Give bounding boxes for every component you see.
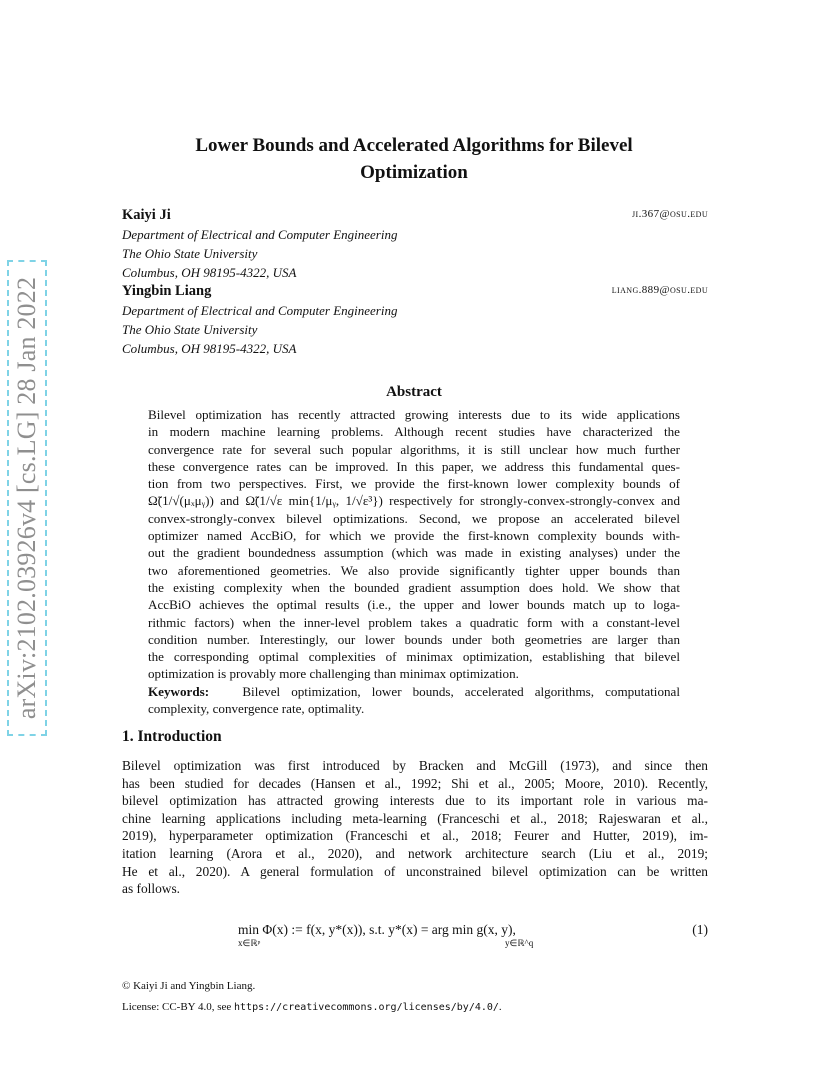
abstract-line: tion from two perspectives. First, we provide the first-known lower complexity bounds of [148,476,680,492]
abstract-line: optimization is provably more challenging than minimax optimization. [148,666,519,682]
license-suffix: . [498,1001,502,1013]
abstract-line: the corresponding optimal complexities of minimax optimization, establishing that bilevel [148,649,680,665]
abstract-line: Ω̃(1/√(μₓμᵧ)) and Ω̃(1/√ε min{1/μᵧ, 1/√ε³}) respectively for strongly-convex-strongly-convex and [148,493,680,509]
paragraph-line: 2019), hyperparameter optimization (Franceschi et al., 2018; Feurer and Hutter, 2019), im- [122,828,708,844]
arxiv-stamp-text: arXiv:2102.03926v4 [cs.LG] 28 Jan 2022 [12,276,41,720]
keywords-line [148,683,680,700]
paragraph-line: as follows. [122,881,181,897]
license-link[interactable]: https://creativecommons.org/licenses/by/4.0/ [234,1002,499,1013]
paragraph-line: He et al., 2020). A general formulation of unconstrained bilevel optimization can be written [122,863,708,879]
section-heading: 1. Introduction [122,728,222,745]
author-block [122,206,708,282]
affiliation-line: Department of Electrical and Computer Engineering [122,227,398,242]
paragraph-line: Bilevel optimization was first introduced by Bracken and McGill (1973), and since then [122,758,708,773]
abstract-line: condition number. Interestingly, our lower bounds under both geometries are larger than [148,631,680,647]
paragraph-line: bilevel optimization has attracted growing interests due to its important role in various ma- [122,793,708,809]
author-name: Kaiyi Ji [122,207,171,223]
abstract-line: optimizer named AccBiO, for which we provide the first-known complexity bounds with- [148,528,680,544]
affiliation-line: Department of Electrical and Computer Engineering [122,303,398,318]
equation-main: min Φ(x) := f(x, y*(x)), s.t. y*(x) = arg min g(x, y), [238,922,516,937]
author-email[interactable]: ji.367@osu.edu [632,208,708,220]
abstract-line: AccBiO achieves the optimal results (i.e., the upper and lower bounds match up to loga- [148,597,680,613]
author-email[interactable]: liang.889@osu.edu [611,284,708,296]
affiliation-line: Columbus, OH 98195-4322, USA [122,265,297,280]
abstract-line: Bilevel optimization has recently attracted growing interests due to its wide applications [148,407,680,422]
affiliation-line: The Ohio State University [122,322,258,337]
license-note [122,1001,502,1013]
paragraph-line: itation learning (Arora et al., 2020), and network architecture search (Liu et al., 2019; [122,845,708,861]
abstract-body [148,406,680,717]
title-line: Optimization [360,162,468,183]
equation-number: (1) [692,922,708,937]
intro-paragraph [122,757,708,898]
abstract-line: in modern machine learning problems. Although recent studies have characterized the [148,424,680,440]
license-prefix: License: CC-BY 4.0, see [122,1001,235,1013]
affiliation-line: Columbus, OH 98195-4322, USA [122,341,297,356]
author-block [122,282,708,358]
abstract-line: convergence rate for several such popular algorithms, it is still unclear how much further [148,441,680,457]
abstract-line: the existing complexity when the bounded gradient assumption does hold. We show that [148,579,680,595]
equation-subscript: y∈ℝ^q [505,938,534,948]
copyright-note: © Kaiyi Ji and Yingbin Liang. [122,980,256,992]
abstract-line: out the gradient boundedness assumption (which was made in existing analyses) under the [148,545,680,561]
keywords-text: Bilevel optimization, lower bounds, accelerated algorithms, computational [242,683,680,699]
affiliation-line: The Ohio State University [122,246,258,261]
equation-subscript: x∈ℝᵖ [238,938,261,948]
abstract-line: these convergence rates can be improved. In this paper, we address this fundamental ques- [148,458,680,474]
title-line: Lower Bounds and Accelerated Algorithms for Bilevel [195,135,633,156]
abstract-line: convex-strongly-convex bilevel optimizations. Second, we propose an accelerated bilevel [148,510,680,526]
author-name: Yingbin Liang [122,283,212,299]
paper-title [120,132,708,186]
abstract-heading: Abstract [386,384,442,400]
keywords-line: complexity, convergence rate, optimality. [148,701,365,717]
arxiv-stamp[interactable] [7,260,47,736]
abstract-line: rithmic factors) when the inner-level problem takes a quadratic form with a constant-level [148,614,680,630]
equation-1 [122,918,708,954]
abstract-line: two aforementioned geometries. We also provide significantly tighter upper bounds than [148,562,680,578]
keywords-label: Keywords: [148,683,210,699]
paragraph-line: chine learning applications including meta-learning (Franceschi et al., 2018; Rajeswaran et al., [122,810,708,826]
paragraph-line: has been studied for decades (Hansen et al., 1992; Shi et al., 2005; Moore, 2010). Recently, [122,775,708,791]
